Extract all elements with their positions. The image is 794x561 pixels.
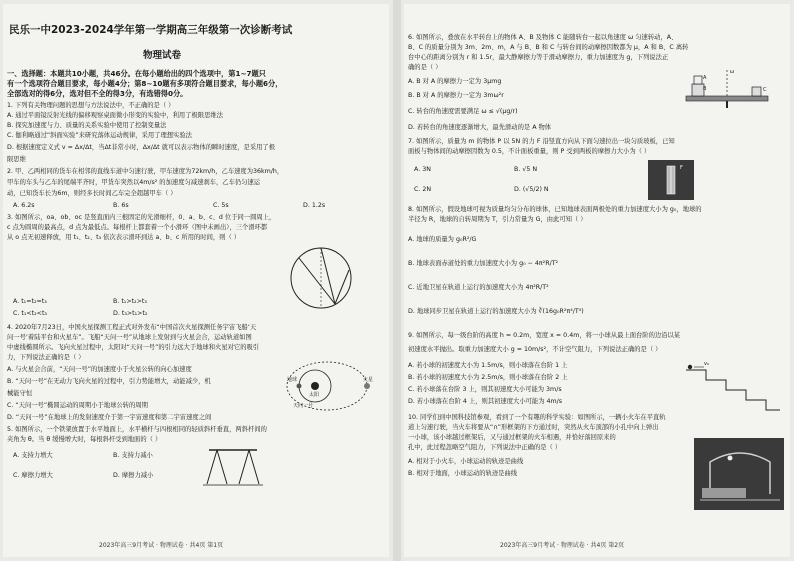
q6-option-d: D. 若转台的角速度逐渐增大，最先滑动的是 A 物体	[408, 124, 552, 131]
q7-option-d: D. (√5/2) N	[514, 186, 549, 193]
question-6-line4: 确的是（ ）	[408, 64, 442, 71]
page-2-footer: 2023年高三9月考试 · 物理试卷 · 共4页 第2页	[500, 542, 625, 549]
question-5: 5. 如图所示，一个铁架放置于水平地面上，水平横杆与四根相同的轻质斜杆垂直，两斜杆间的	[7, 426, 267, 433]
q4-option-b-cont: 械能守恒	[7, 390, 33, 397]
tripod-figure	[203, 442, 263, 488]
question-6-line3: 台中心的距离分别为 r 和 1.5r，最大静摩擦力等于滑动摩擦力，重力加速度为 g，下列说法正	[408, 54, 669, 61]
q6-option-b: B. B 对 A 的摩擦力一定为 3mω²r	[408, 92, 504, 99]
probe-label: 天问一号	[293, 403, 314, 409]
question-1: 1. 下列有关物理问题的思想与方法说法中，不正确的是（ ）	[7, 102, 175, 109]
question-9: 9. 如图所示，每一级台阶的高度 h = 0.2m，宽度 x = 0.4m，将一小球从最上面台阶的边沿以某	[408, 332, 681, 339]
q9-option-c: C. 若小球落在台阶 3 上，则其初速度大小可能为 3m/s	[408, 386, 562, 393]
question-6-line2: B、C 的质量分别为 3m、2m、m，A 与 B、B 和 C 与转台间的动摩擦因数都为 μ，A 和 B、C 离转	[408, 44, 689, 51]
q2-option-c: C. 5s	[213, 202, 229, 209]
v0-label: v₀	[704, 361, 709, 367]
page-1-footer: 2023年高三9月考试 · 物理试卷 · 共4页 第1页	[99, 542, 224, 549]
circle-rods-figure	[285, 242, 357, 314]
q5-option-c: C. 摩擦力增大	[13, 472, 53, 479]
earth-label: 地球	[287, 377, 298, 383]
page-2	[404, 4, 790, 557]
q10-option-b: B. 相对于地面，小球运动的轨迹是曲线	[408, 470, 518, 477]
question-4: 4. 2020年7月23日，中国火星探测工程正式对外发布“中国首次火星探测任务宇宙飞船‘天	[7, 324, 257, 331]
q1-option-b: B. 探究加速度与力、质量的关系实验中使用了控制变量法	[7, 122, 167, 129]
question-7-line2: 面板与物体间的动摩擦因数为 0.5，不计面板重量，则 P 受到两板的摩擦力大小为（ ）	[408, 148, 651, 155]
page-1	[3, 4, 389, 557]
section-header-line3: 全部选对的得6分，选对但不全的得3分，有选错得0分。	[7, 89, 188, 98]
question-5-line2: 夹角为 θ。当 θ 缓慢增大时，每根斜杆受到地面的（ ）	[7, 436, 162, 443]
q3-option-b: B. t₁>t₂>t₃	[113, 298, 147, 305]
question-4-line3: 中虚线椭圆所示。飞向火星过程中，太阳对“天问一号”的引力远大于地球和火星对它的吸引	[7, 344, 260, 351]
exam-title: 民乐一中2023-2024学年第一学期高三年级第一次诊断考试	[9, 24, 293, 36]
page-gutter	[393, 0, 401, 561]
exam-subtitle: 物理试卷	[143, 50, 182, 61]
mars-label: 火星	[363, 377, 374, 383]
q5-option-b: B. 支持力减小	[113, 452, 153, 459]
question-10-line4: 孔中，此过程忽略空气阻力，下列说法中正确的是（ ）	[408, 444, 562, 451]
q10-option-a: A. 相对于小火车，小球运动的轨迹是曲线	[408, 458, 524, 465]
q1-option-d-cont: 限思维	[7, 156, 26, 163]
question-8-line2: 半径为 R，地球的自转周期为 T，引力常量为 G，由此可知（ ）	[408, 216, 587, 223]
q3-option-d: D. t₃>t₁>t₂	[113, 310, 148, 317]
q8-option-c: C. 近地卫星在轨道上运行的加速度大小为 4π²R/T²	[408, 284, 549, 291]
q7-option-b: B. √5 N	[514, 166, 538, 173]
q9-option-d: D. 若小球落在台阶 4 上，则其初速度大小可能为 4m/s	[408, 398, 563, 405]
block-c-label: C	[763, 87, 767, 93]
q8-option-d: D. 地球同步卫星在轨道上运行的加速度大小为 ∛(16g₀R²π⁴/T⁴)	[408, 308, 584, 315]
q7-option-c: C. 2N	[414, 186, 432, 193]
q6-option-a: A. B 对 A 的摩擦力一定为 3μmg	[408, 78, 502, 85]
question-2-line3: 动，已知货车长为6m，则经多长时间乙车完全超越甲车（ ）	[7, 190, 177, 197]
force-f-label: F	[680, 165, 683, 171]
q2-option-b: B. 6s	[113, 202, 129, 209]
q4-option-c: C. “天问一号”椭圆运动的周期小于地球公转的周期	[7, 402, 148, 409]
q6-option-c: C. 转台的角速度需要满足 ω ≤ √(μg/r)	[408, 108, 518, 115]
q1-option-a: A. 通过平面镜反射光线的偏移观察桌面微小形变的实验中，利用了极限思维法	[7, 112, 223, 119]
question-10-line3: 一小球，该小球越过框架后，又与通过框架的火车相遇，并恰好落回原来的	[408, 434, 616, 441]
q9-option-b: B. 若小球的初速度大小为 2.5m/s，则小球落在台阶 2 上	[408, 374, 568, 381]
q4-option-a: A. 与火星会合前，“天问一号”的加速度小于火星公转的向心加速度	[7, 366, 192, 373]
q1-option-c: C. 伽利略通过“斜面实验”来研究落体运动规律，采用了理想实验法	[7, 132, 192, 139]
train-experiment-figure	[700, 444, 780, 504]
turntable-figure	[682, 70, 772, 110]
question-7: 7. 如图所示，质量为 m 的物体 P 以 5N 的力 F 沿竖直方向从下面匀速拉出一块匀质玻板，已知	[408, 138, 675, 145]
question-4-line2: 问一号’着陆平台和火星车”。飞船“天问一号”从地球上发射到与火星会合，运动轨道如图	[7, 334, 252, 341]
question-3-line2: c 点为圆周的最高点，d 点为最低点。每根杆上都套着一个小滑环（图中未画出），三个滑环都	[7, 224, 268, 231]
question-9-line2: 初速度水平抛出。取重力加速度大小 g = 10m/s²，不计空气阻力，下列说法正确的是（ ）	[408, 346, 662, 353]
question-2: 2. 甲、乙两相同的货车在相邻的直线车道中匀速行驶，甲车速度为72km/h，乙车速度为36km/h，	[7, 168, 284, 175]
sun-label: 太阳	[309, 392, 320, 398]
q8-option-b: B. 地球表面赤道处的重力加速度大小为 g₀ − 4π²R/T²	[408, 260, 559, 267]
question-3: 3. 如图所示，oa、ob、oc 是竖直面内三根固定的光滑细杆，0、a、b、c、d 位于同一圆周上，	[7, 214, 276, 221]
block-a-label: A	[703, 75, 707, 81]
question-10-line2: 道上匀速行驶，当火车将要从“∩”形框架的下方通过时，突然从火车顶部的小孔中向上弹出	[408, 424, 659, 431]
q5-option-a: A. 支持力增大	[13, 452, 53, 459]
question-3-line3: 从 o 点无初速释放，用 t₁、t₂、t₃ 依次表示滑环到达 a、b、c 所用的时间，则（ ）	[7, 234, 241, 241]
section-header-line2: 有一个选项符合题目要求，每小题4分；第8~10题有多项符合题目要求，每小题6分，	[7, 79, 283, 88]
question-6: 6. 如图所示，叠放在水平转台上的物体 A、B 及物体 C 能随转台一起以角速度 ω 匀速转动，A、	[408, 34, 678, 41]
block-b-label: B	[703, 86, 707, 92]
section-header: 一、选择题：本题共10小题，共46分。在每小题给出的四个选项中，第1~7题只	[7, 69, 266, 78]
question-8: 8. 如图所示，假设地球可视为质量均匀分布的球体，已知地球表面两极处的重力加速度大小为 g₀，地球的	[408, 206, 702, 213]
q5-option-d: D. 摩擦力减小	[113, 472, 154, 479]
q9-option-a: A. 若小球的初速度大小为 1.5m/s，则小球落在台阶 1 上	[408, 362, 568, 369]
question-10: 10. 同学们到中国科技馆参观，看到了一个有趣的科学实验：如图所示，一辆小火车在平直轨	[408, 414, 666, 421]
q2-option-d: D. 1.2s	[303, 202, 326, 209]
q2-option-a: A. 6.2s	[13, 202, 35, 209]
q4-option-b: B. “天问一号”在无动力飞向火星的过程中，引力势能增大，动能减少，机	[7, 378, 211, 385]
question-2-line2: 甲车的车头与乙车的尾端平齐时，甲货车突然以4m/s² 的加速度匀减速刹车，乙车仍匀速运	[7, 179, 261, 186]
omega-label: ω	[730, 69, 735, 75]
q7-option-a: A. 3N	[414, 166, 431, 173]
question-4-line4: 力，下列说法正确的是（ ）	[7, 354, 85, 361]
stairs-figure	[682, 364, 782, 412]
q4-option-d: D. “天问一号”在地球上的发射速度介于第一宇宙速度和第二宇宙速度之间	[7, 414, 212, 421]
q3-option-a: A. t₁=t₂=t₃	[13, 298, 47, 305]
q1-option-d: D. 根据速度定义式 v = Δx/Δt，当Δt非常小时，Δx/Δt 就可以表示物体的瞬时速度，是采用了极	[7, 144, 276, 151]
q8-option-a: A. 地球的质量为 g₀R²/G	[408, 236, 477, 243]
q3-option-c: C. t₁<t₂<t₃	[13, 310, 47, 317]
